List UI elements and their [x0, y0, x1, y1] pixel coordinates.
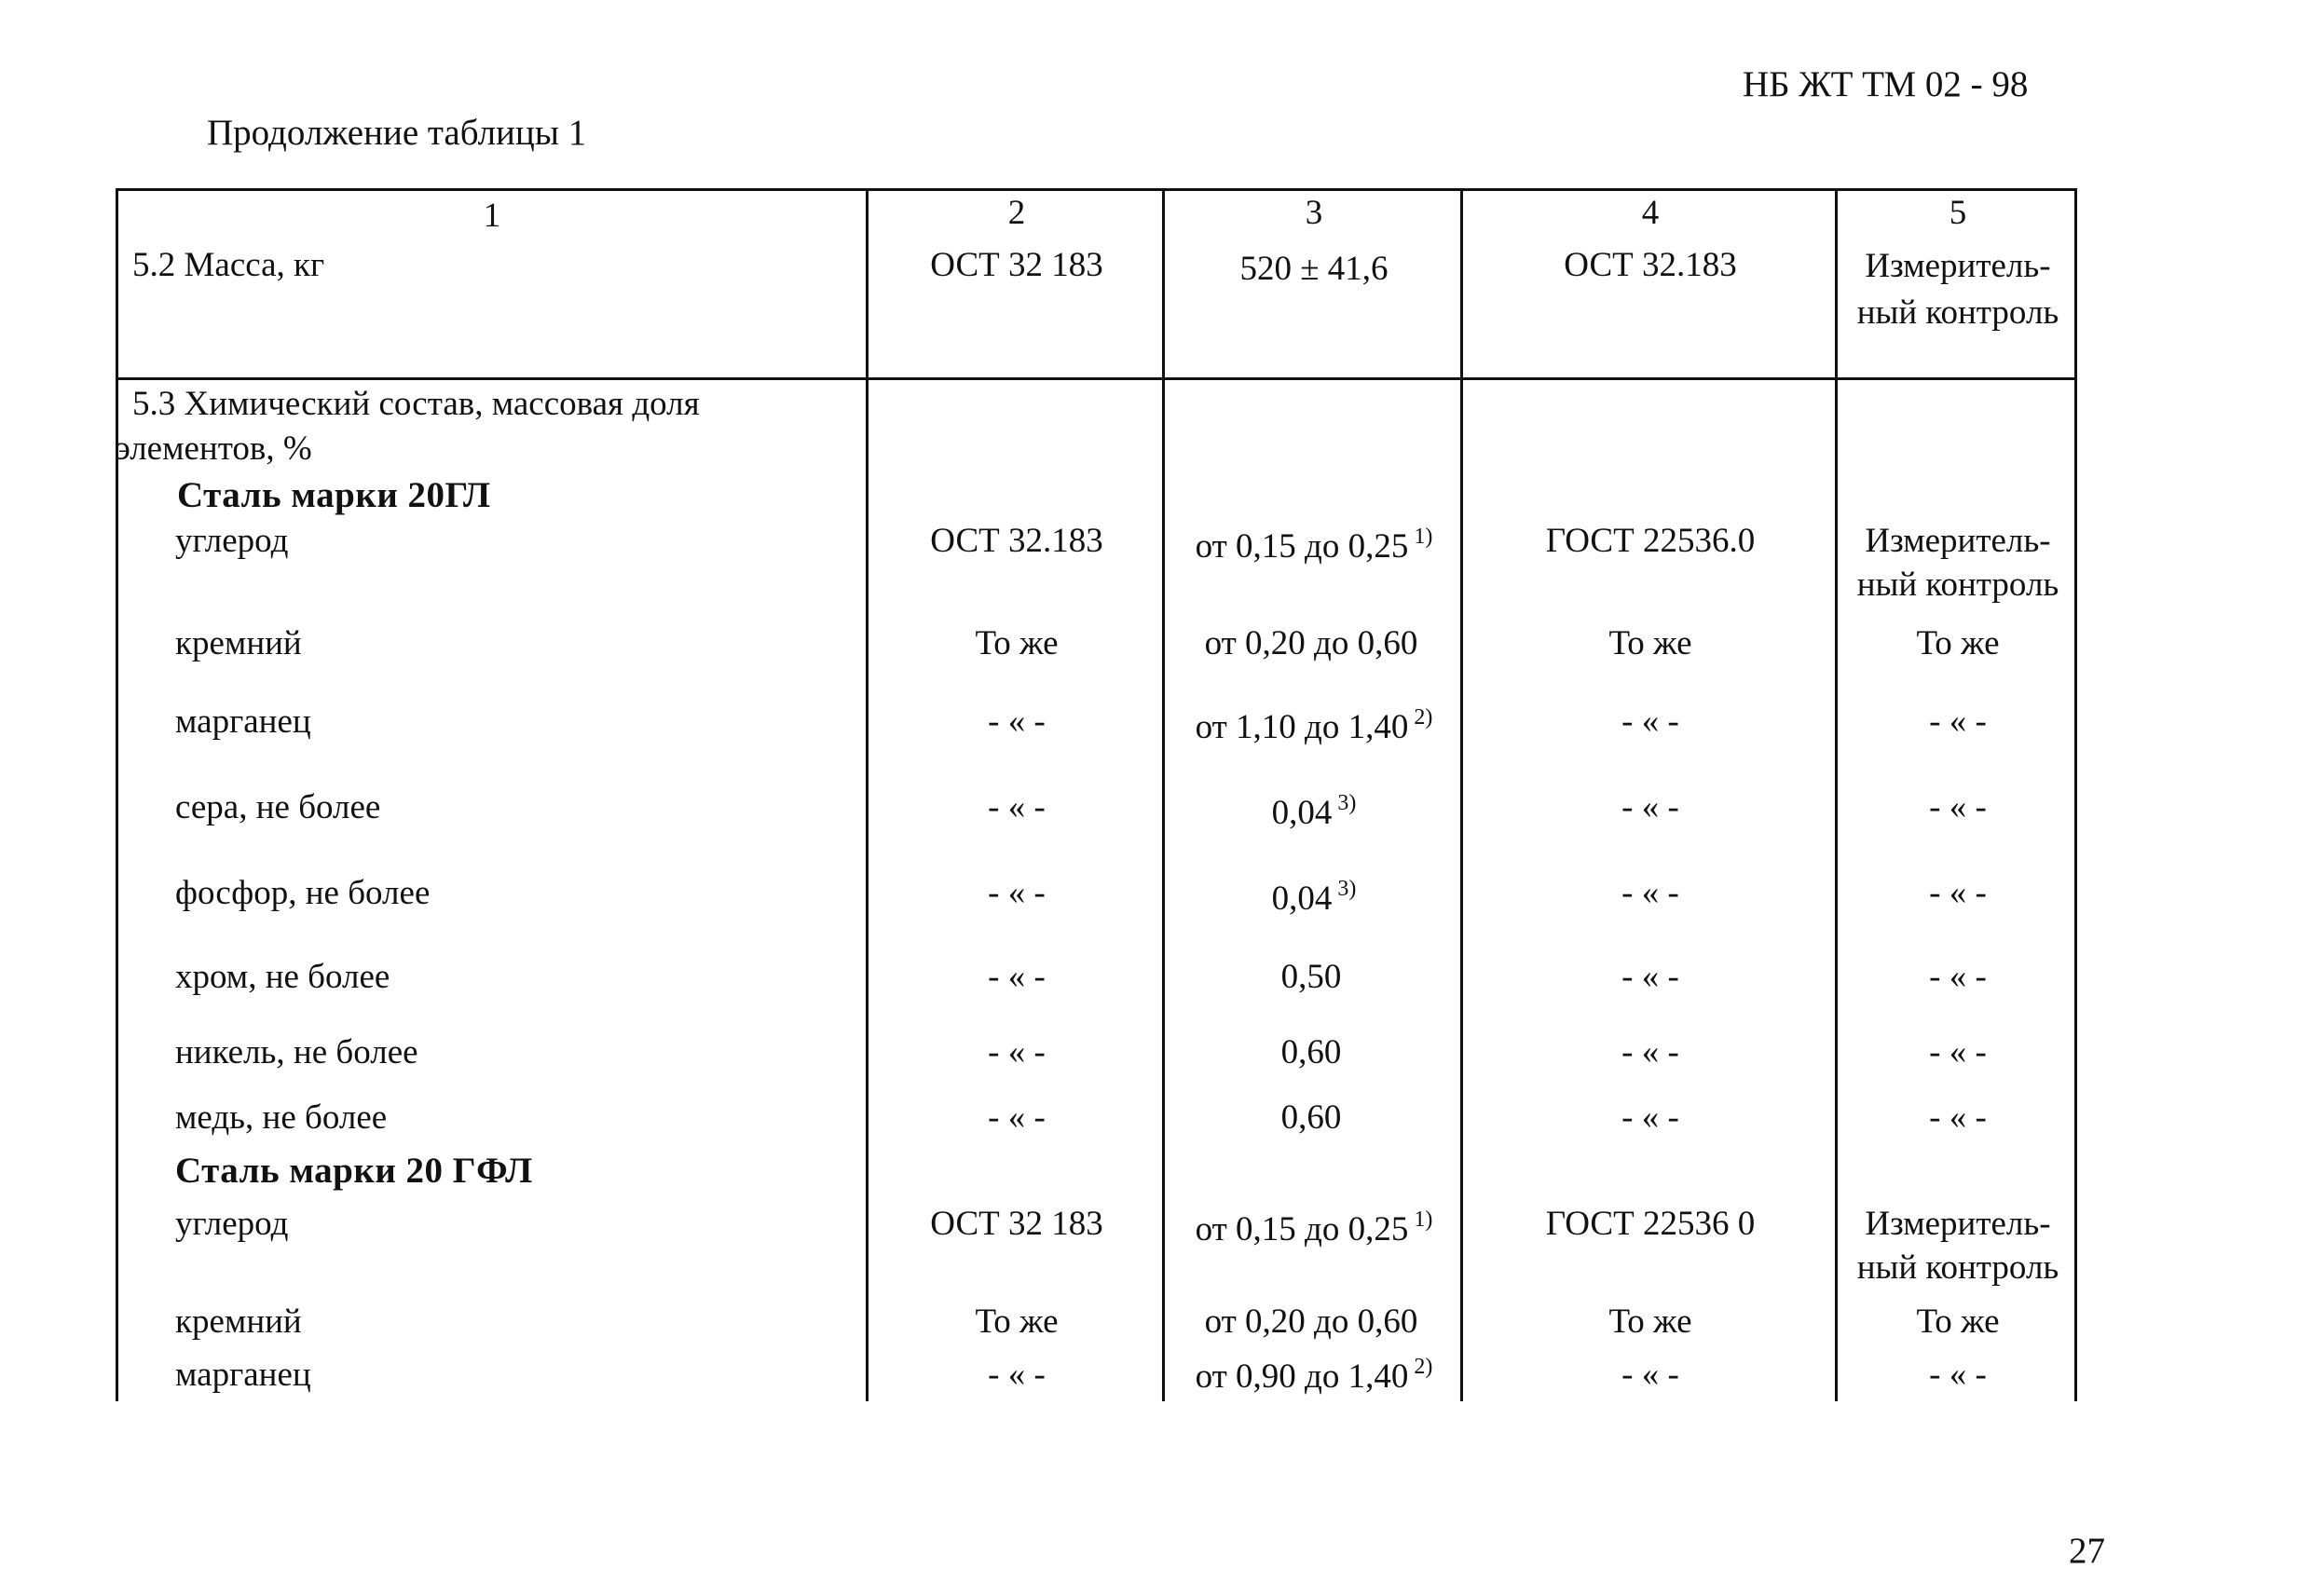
footnote-mark: 1): [1414, 1207, 1433, 1232]
table-continuation-label: Продолжение таблицы 1: [207, 113, 587, 153]
element-value: от 0,20 до 0,60: [1204, 624, 1418, 662]
element-value: от 0,15 до 0,25 $^{1)}$: [1195, 1207, 1433, 1248]
footnote-mark: 1): [1414, 525, 1433, 549]
column-number: 4: [1641, 194, 1660, 232]
param-value: 520 ± 41,6: [1239, 250, 1389, 288]
control-type: - « -: [1929, 1033, 1987, 1071]
footnote-mark: 3): [1337, 791, 1357, 815]
method-doc: ОСТ 32.183: [1564, 246, 1737, 284]
element-name: сера, не более: [175, 788, 381, 826]
norm-doc: - « -: [988, 703, 1046, 741]
norm-doc: - « -: [988, 1098, 1046, 1137]
control-type: ный контроль: [1856, 1248, 2059, 1287]
element-value: от 0,90 до 1,40 $^{2)}$: [1195, 1355, 1433, 1396]
norm-doc: То же: [975, 1303, 1059, 1341]
control-type: ный контроль: [1856, 566, 2059, 604]
column-number: 1: [483, 197, 501, 235]
control-type: - « -: [1929, 874, 1987, 912]
control-type: - « -: [1929, 958, 1987, 996]
footnote-mark: 2): [1414, 705, 1433, 730]
method-doc: ГОСТ 22536 0: [1545, 1205, 1756, 1243]
control-type: - « -: [1929, 788, 1987, 826]
method-doc: ГОСТ 22536.0: [1545, 522, 1756, 560]
param-name: 5.2 Масса, кг: [132, 246, 325, 284]
column-number: 5: [1949, 194, 1967, 232]
chem-section-title: элементов, %: [116, 430, 312, 468]
row-divider: [116, 377, 2077, 380]
control-type: То же: [1916, 624, 2000, 662]
element-name: фосфор, не более: [175, 874, 431, 912]
footnote-mark: 3): [1337, 877, 1357, 901]
method-doc: То же: [1608, 1303, 1692, 1341]
element-value: 0,04 $^{3)}$: [1271, 877, 1357, 918]
column-number: 3: [1305, 194, 1323, 232]
element-name: кремний: [175, 624, 302, 662]
element-value: 0,60: [1280, 1033, 1342, 1071]
element-name: марганец: [175, 703, 311, 741]
norm-doc: - « -: [988, 1033, 1046, 1071]
control-type: - « -: [1929, 703, 1987, 741]
element-name: марганец: [175, 1356, 311, 1394]
element-name: кремний: [175, 1303, 302, 1341]
control-type: - « -: [1929, 1356, 1987, 1394]
table-left-border: [116, 188, 118, 1401]
element-value: 0,50: [1280, 958, 1342, 996]
method-doc: - « -: [1621, 958, 1679, 996]
element-name: медь, не более: [175, 1098, 388, 1137]
steel-grade-title: Сталь марки 20ГЛ: [177, 475, 491, 515]
document-id: НБ ЖТ ТМ 02 - 98: [1743, 64, 2029, 104]
control-type: Измеритель-: [1865, 247, 2051, 285]
method-doc: - « -: [1621, 703, 1679, 741]
method-doc: - « -: [1621, 874, 1679, 912]
chem-section-title: 5.3 Химический состав, массовая доля: [132, 385, 700, 423]
norm-doc: - « -: [988, 788, 1046, 826]
element-name: углерод: [175, 522, 289, 560]
control-type: Измеритель-: [1865, 522, 2051, 560]
element-value: от 0,20 до 0,60: [1204, 1303, 1418, 1341]
element-name: никель, не более: [175, 1033, 418, 1071]
element-value: от 1,10 до 1,40 $^{2)}$: [1195, 705, 1433, 746]
element-value: 0,60: [1280, 1098, 1342, 1137]
norm-doc: - « -: [988, 1356, 1046, 1394]
control-type: Измеритель-: [1865, 1205, 2051, 1243]
element-value: от 0,15 до 0,25 $^{1)}$: [1195, 525, 1433, 566]
method-doc: - « -: [1621, 1033, 1679, 1071]
footnote-mark: 2): [1414, 1355, 1433, 1379]
column-number: 2: [1007, 194, 1026, 232]
control-type: То же: [1916, 1303, 2000, 1341]
steel-grade-title: Сталь марки 20 ГФЛ: [175, 1151, 533, 1191]
norm-doc: ОСТ 32 183: [930, 1205, 1103, 1243]
method-doc: - « -: [1621, 1098, 1679, 1137]
norm-doc: ОСТ 32 183: [930, 246, 1103, 284]
norm-doc: То же: [975, 624, 1059, 662]
control-type: ный контроль: [1856, 293, 2059, 332]
norm-doc: - « -: [988, 874, 1046, 912]
norm-doc: - « -: [988, 958, 1046, 996]
element-value: 0,04 $^{3)}$: [1271, 791, 1357, 832]
method-doc: - « -: [1621, 788, 1679, 826]
page-number: 27: [2069, 1531, 2105, 1571]
element-name: углерод: [175, 1205, 289, 1243]
method-doc: - « -: [1621, 1356, 1679, 1394]
norm-doc: ОСТ 32.183: [930, 522, 1103, 560]
method-doc: То же: [1608, 624, 1692, 662]
element-name: хром, не более: [175, 958, 390, 996]
control-type: - « -: [1929, 1098, 1987, 1137]
